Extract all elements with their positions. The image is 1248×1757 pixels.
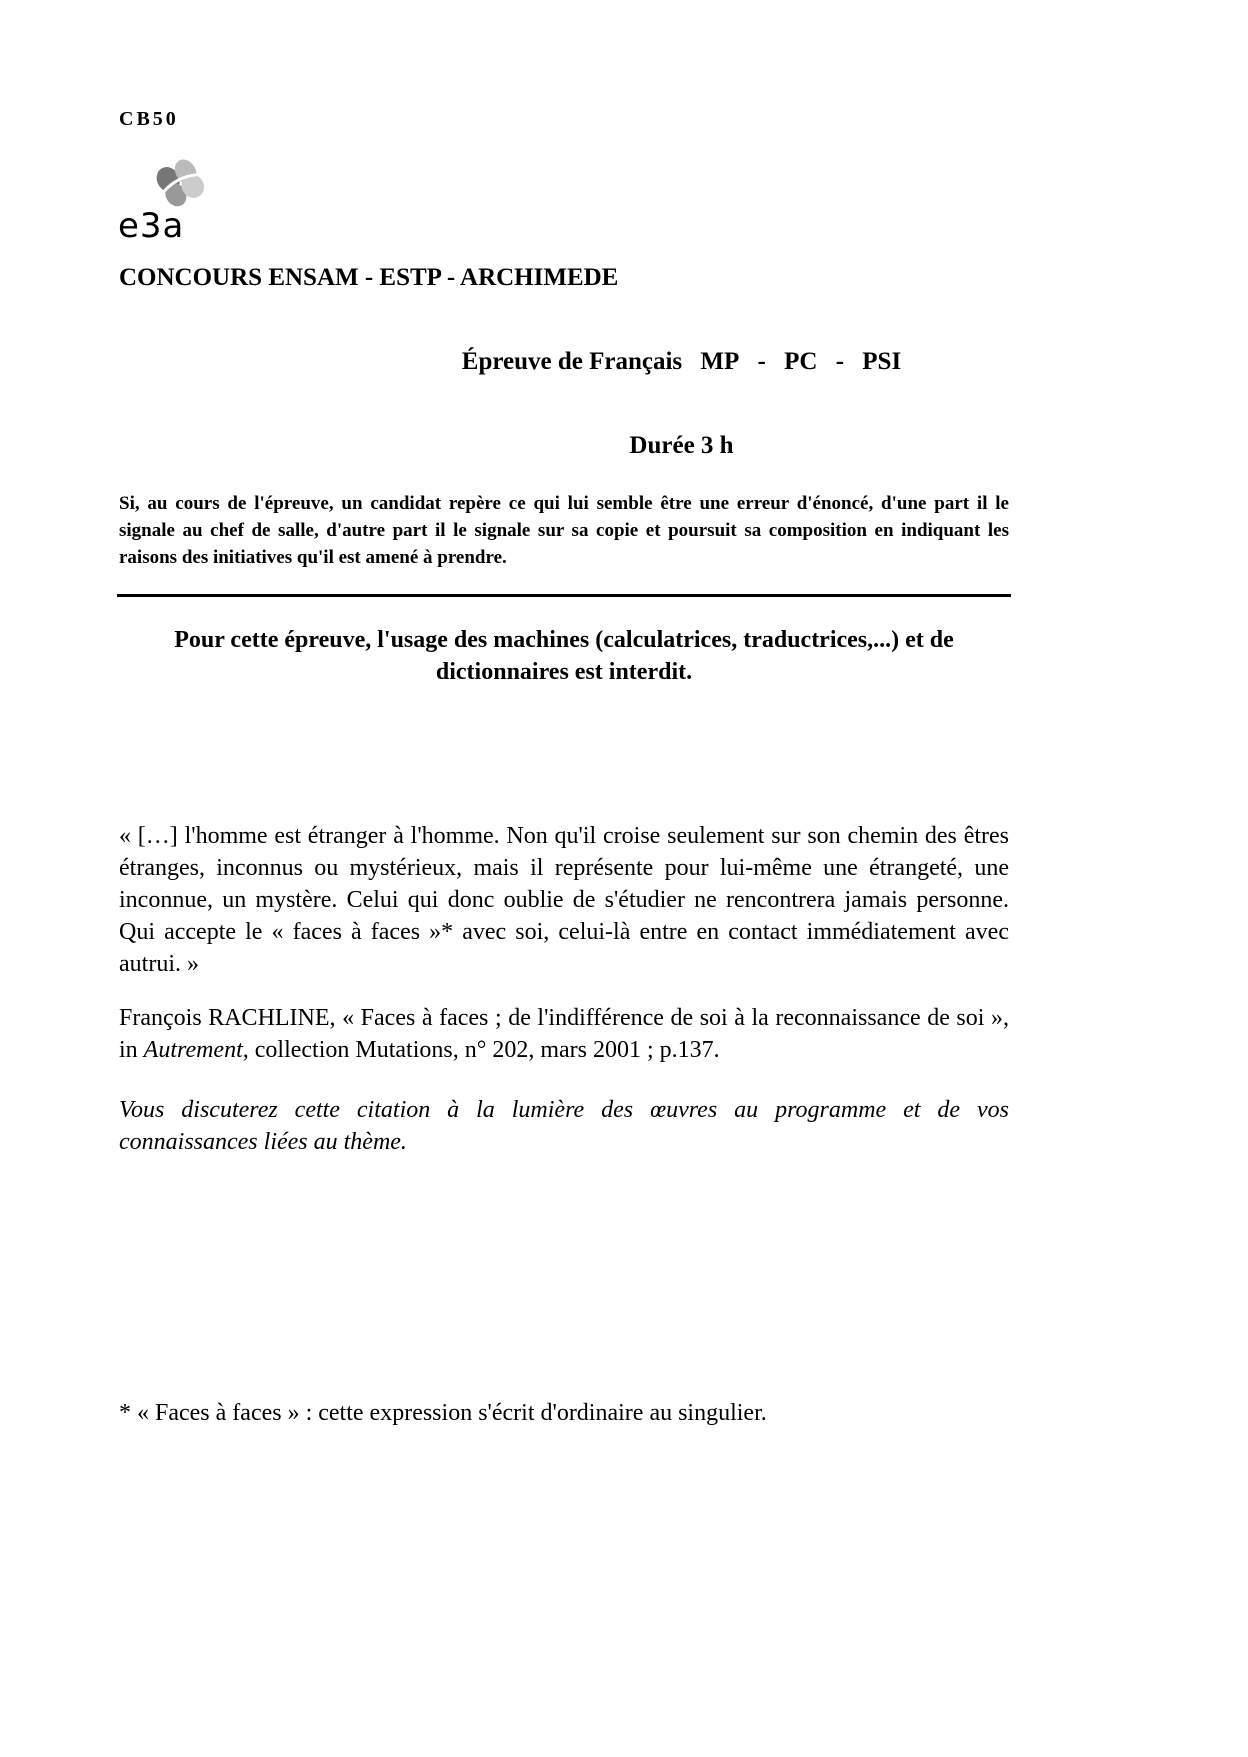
epreuve-label: Épreuve de Français — [461, 348, 683, 375]
separator: - — [757, 348, 766, 375]
interdiction-line: dictionnaires est interdit. — [435, 659, 693, 685]
consigne: Vous discuterez cette citation à la lumière des œuvres au programme et de vos connaissances liées au thème. — [119, 1097, 1009, 1155]
filiere: PC — [784, 348, 818, 375]
filiere: MP — [700, 348, 740, 375]
source-journal: Autrement — [143, 1037, 243, 1063]
warning-paragraph: Si, au cours de l'épreuve, un candidat repère ce qui lui semble être une erreur d'énoncé, d'une part il le signale au chef de salle, d'autre part il le signale sur sa copie et poursuit sa composition en indiquant les raisons des initiatives qu'il est amené à prendre. — [119, 493, 1009, 568]
filiere: PSI — [862, 348, 902, 375]
epreuve-title — [0, 348, 1248, 376]
duree: Durée 3 h — [629, 432, 734, 459]
footnote: * « Faces à faces » : cette expression s'écrit d'ordinaire au singulier. — [119, 1400, 767, 1426]
concours-title: CONCOURS ENSAM - ESTP - ARCHIMEDE — [119, 264, 619, 291]
source-text: François RACHLINE, « Faces à faces ; de l'indifférence de soi à la reconnaissance de soi », in — [119, 1005, 1009, 1063]
e3a-logo-text: e3a — [118, 206, 185, 246]
citation-source — [119, 1002, 1009, 1066]
exam-code: CB50 — [119, 108, 179, 130]
interdiction-line: Pour cette épreuve, l'usage des machines (calculatrices, traductrices,...) et de — [174, 627, 954, 653]
source-text: , collection Mutations, n° 202, mars 2001 ; p.137. — [242, 1037, 720, 1063]
separator: - — [835, 348, 845, 375]
citation: « […] l'homme est étranger à l'homme. Non qu'il croise seulement sur son chemin des êtres étranges, inconnus ou mystérieux, mais il représente pour lui-même une étrangeté, une inconnue, un mystère. Celui qui donc oublie de s'étudier ne rencontrera jamais personne. Qui accepte le « faces à faces »* avec soi, celui-là entre en contact immédiatement avec autrui. » — [119, 823, 1009, 977]
interdiction-notice — [119, 624, 1009, 688]
divider — [117, 594, 1011, 597]
